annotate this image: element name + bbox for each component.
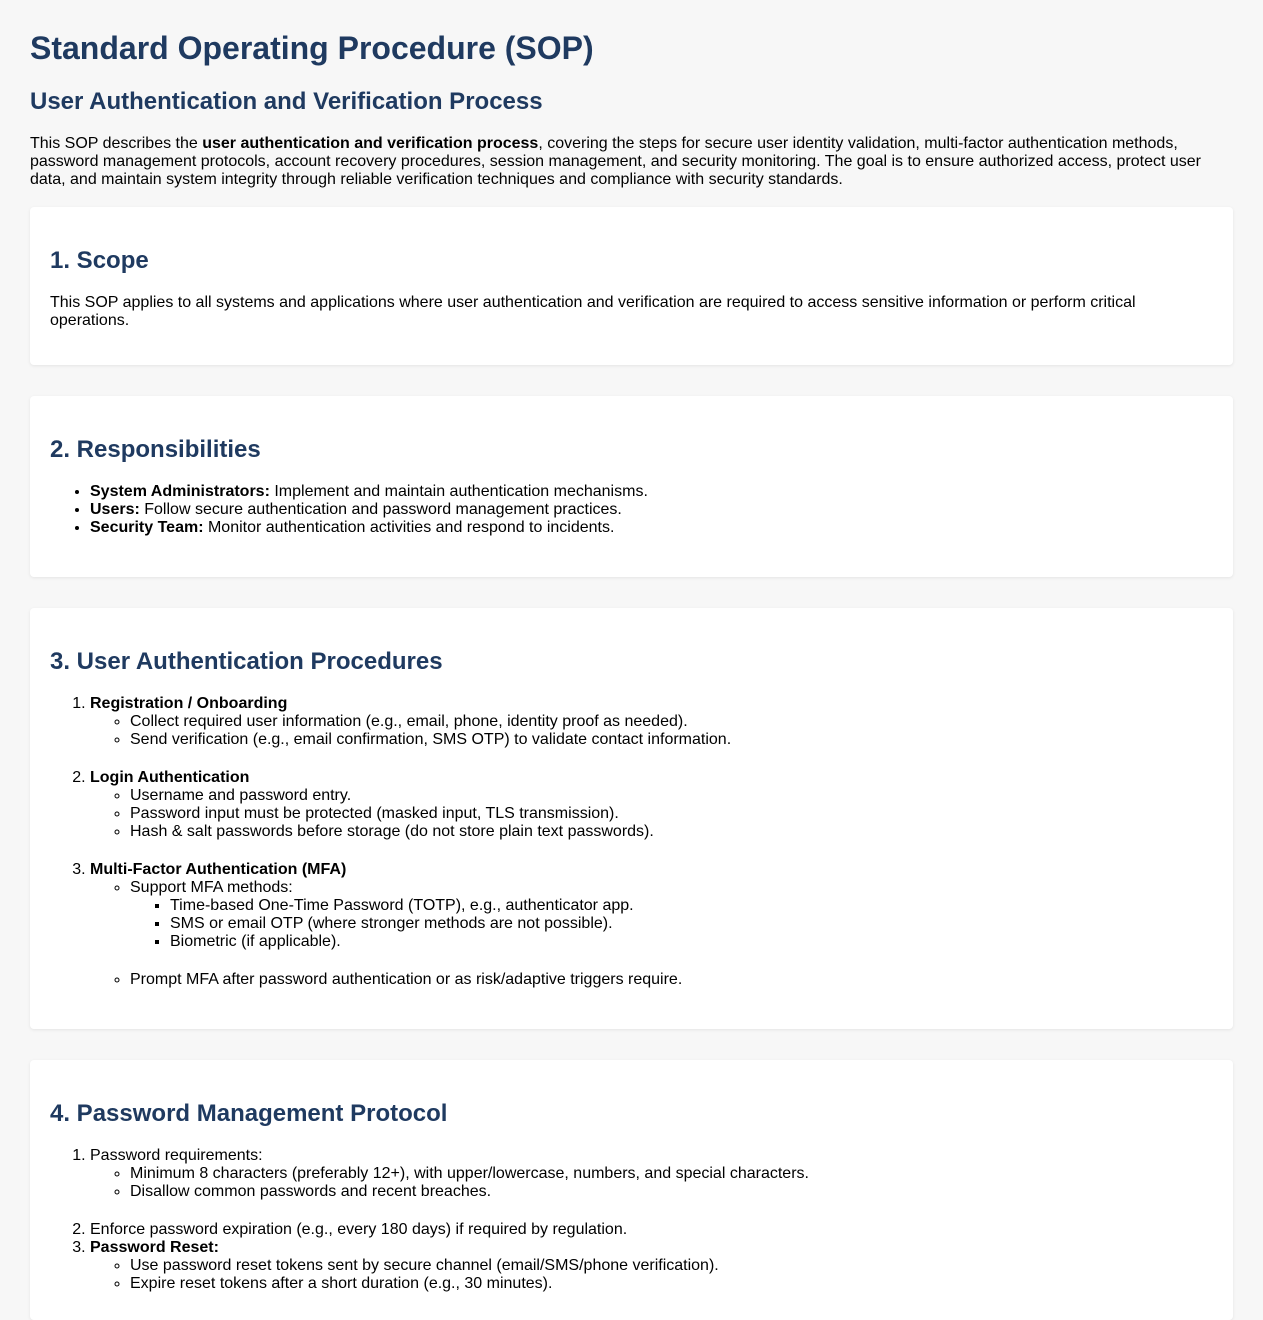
responsibilities-list xyxy=(50,483,1213,537)
list-item: ◦ Prompt MFA after password authentication or as risk/adaptive triggers require. xyxy=(130,971,1213,989)
list-item: ◦ Minimum 8 characters (preferably 12+), with upper/lowercase, numbers, and special characters. xyxy=(130,1165,1213,1183)
role-label: Security Team: xyxy=(90,519,204,536)
intro-text-bold: user authentication and verification process xyxy=(202,135,539,152)
list-item: 2. Enforce password expiration (e.g., every 180 days) if required by regulation. xyxy=(90,1221,1213,1239)
list-item: ▪ Time-based One-Time Password (TOTP), e.g., authenticator app. xyxy=(170,897,1213,915)
scope-text: This SOP applies to all systems and applications where user authentication and verification are required to access sensitive information or perform critical operations. xyxy=(50,294,1136,329)
intro-paragraph xyxy=(30,135,1233,189)
list-item xyxy=(90,1147,1213,1201)
section-password xyxy=(30,1060,1233,1320)
list-item: ▪ Biometric (if applicable). xyxy=(170,933,1213,951)
step-title-mfa: Multi-Factor Authentication (MFA) xyxy=(90,861,347,878)
role-text: Follow secure authentication and password management practices. xyxy=(139,501,622,518)
section-heading-password: 4. Password Management Protocol xyxy=(50,1100,448,1127)
list-item: ◦ Disallow common passwords and recent breaches. xyxy=(130,1183,1213,1201)
intro-text-after: , covering the steps for secure user identity validation, multi-factor authentication methods, password management protocols, account recovery procedures, session management, and security monitoring. The goal is to ensure authorized access, protect user data, and maintain system integrity through reliable verification techniques and compliance with security standards. xyxy=(30,135,1201,188)
password-reset-title: Password Reset: xyxy=(90,1239,219,1256)
step-title-registration: Registration / Onboarding xyxy=(90,695,288,712)
section-authentication xyxy=(30,608,1233,1029)
list-item: ◦ Username and password entry. xyxy=(130,787,1213,805)
section-heading-scope: 1. Scope xyxy=(50,247,149,274)
section-heading-authentication: 3. User Authentication Procedures xyxy=(50,648,443,675)
list-item: ◦ Expire reset tokens after a short duration (e.g., 30 minutes). xyxy=(130,1275,1213,1293)
list-item xyxy=(90,769,1213,841)
step-title-login: Login Authentication xyxy=(90,769,250,786)
role-text: Monitor authentication activities and respond to incidents. xyxy=(203,519,615,536)
section-heading-responsibilities: 2. Responsibilities xyxy=(50,436,261,463)
list-item: ◦ Collect required user information (e.g., email, phone, identity proof as needed). xyxy=(130,713,1213,731)
list-item: ◦ Send verification (e.g., email confirmation, SMS OTP) to validate contact information. xyxy=(130,731,1213,749)
page-subtitle: User Authentication and Verification Process xyxy=(30,88,543,115)
list-item xyxy=(90,1239,1213,1293)
list-item xyxy=(130,879,1213,951)
list-item: ▪ SMS or email OTP (where stronger methods are not possible). xyxy=(170,915,1213,933)
list-item xyxy=(90,695,1213,749)
section-scope xyxy=(30,207,1233,365)
mfa-support-label: Support MFA methods: xyxy=(130,879,293,896)
list-item xyxy=(90,519,1213,537)
list-item xyxy=(90,483,1213,501)
list-item xyxy=(90,501,1213,519)
list-item xyxy=(90,861,1213,989)
password-steps-list xyxy=(50,1147,1213,1293)
auth-steps-list xyxy=(50,695,1213,989)
intro-text-before: This SOP describes the xyxy=(30,135,203,152)
list-item: ◦ Use password reset tokens sent by secure channel (email/SMS/phone verification). xyxy=(130,1257,1213,1275)
list-item: ◦ Hash & salt passwords before storage (do not store plain text passwords). xyxy=(130,823,1213,841)
page-title: Standard Operating Procedure (SOP) xyxy=(30,30,594,66)
password-req-title: Password requirements: xyxy=(90,1147,263,1164)
role-label: System Administrators: xyxy=(90,483,270,500)
section-responsibilities xyxy=(30,396,1233,577)
list-item: ◦ Password input must be protected (masked input, TLS transmission). xyxy=(130,805,1213,823)
role-text: Implement and maintain authentication mechanisms. xyxy=(269,483,648,500)
role-label: Users: xyxy=(90,501,140,518)
